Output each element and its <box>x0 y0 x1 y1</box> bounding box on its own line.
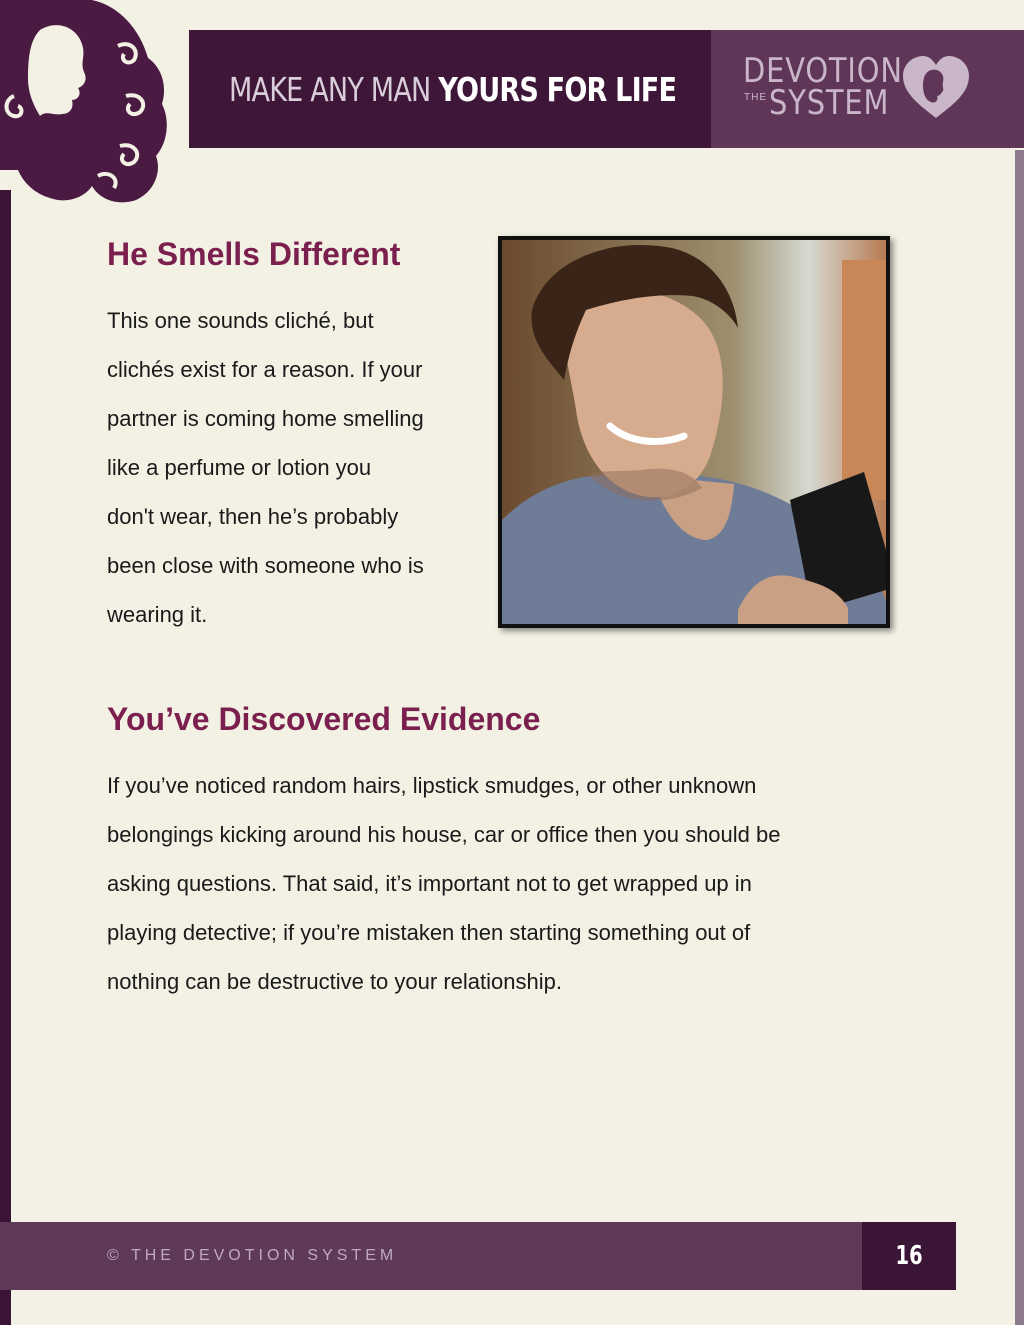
body-line: This one sounds cliché, but <box>107 308 374 333</box>
right-accent-bar <box>1015 150 1024 1325</box>
body-line: clichés exist for a reason. If your <box>107 357 423 382</box>
page-header <box>189 30 1024 148</box>
body-line: asking questions. That said, it’s important not to get wrapped up in <box>107 871 752 896</box>
brand-word-devotion: DEVOTION <box>743 51 903 91</box>
man-with-phone-photo <box>498 236 890 628</box>
footer-copyright: © THE DEVOTION SYSTEM <box>107 1247 398 1264</box>
section-heading-evidence: You’ve Discovered Evidence <box>107 701 541 737</box>
body-line: If you’ve noticed random hairs, lipstick smudges, or other unknown <box>107 773 757 798</box>
body-line: belongings kicking around his house, car or office then you should be <box>107 822 781 847</box>
header-title-light: MAKE ANY MAN <box>229 69 439 109</box>
body-line: been close with someone who is <box>107 553 424 578</box>
body-line: like a perfume or lotion you <box>107 455 372 480</box>
page-number: 16 <box>895 1241 923 1271</box>
brand-word-the: THE <box>744 92 767 103</box>
footer-copyright-panel <box>0 1222 862 1290</box>
header-title-bold: YOURS FOR LIFE <box>438 69 677 109</box>
page-footer <box>0 1222 956 1290</box>
body-line: nothing can be destructive to your relationship. <box>107 969 562 994</box>
header-title <box>229 70 676 109</box>
body-line: partner is coming home smelling <box>107 406 424 431</box>
left-accent-bar <box>0 190 11 1325</box>
body-line: wearing it. <box>107 602 208 627</box>
section-body-evidence <box>107 761 780 1006</box>
section-body-smells <box>107 296 424 639</box>
brand-word-system: SYSTEM <box>769 83 890 123</box>
brand-logo <box>711 30 1024 148</box>
woman-silhouette-logo <box>0 0 185 205</box>
section-heading-smells: He Smells Different <box>107 236 401 272</box>
photo-illustration <box>502 240 886 624</box>
body-line: don't wear, then he’s probably <box>107 504 399 529</box>
header-title-panel <box>189 30 711 148</box>
heart-logo-icon <box>901 56 971 120</box>
page-number-box <box>862 1222 956 1290</box>
body-line: playing detective; if you’re mistaken then starting something out of <box>107 920 751 945</box>
